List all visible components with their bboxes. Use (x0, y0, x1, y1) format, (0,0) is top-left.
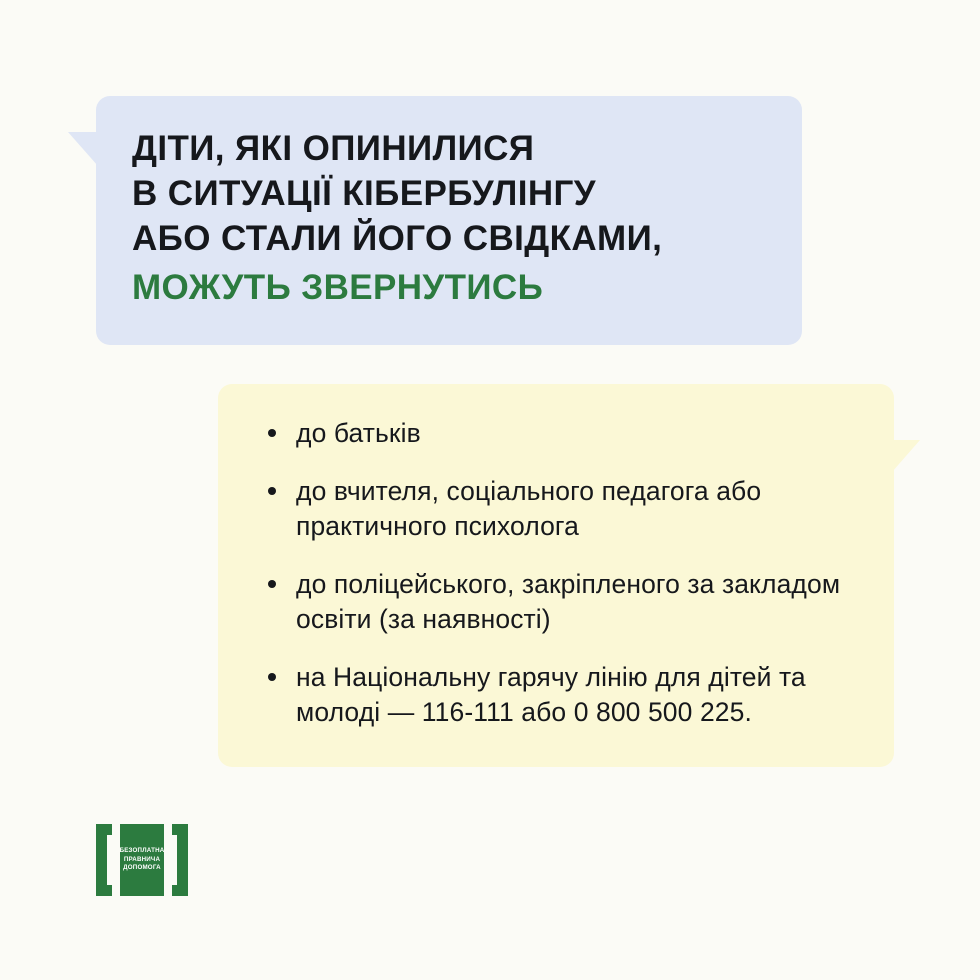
contacts-list (262, 416, 854, 731)
title-card (96, 96, 802, 345)
bezoplatna-pravnycha-dopomoha-logo (96, 824, 188, 896)
list-item (262, 474, 854, 545)
list-item-label: до вчителя, соціального педагога або практичного психолога (296, 475, 762, 541)
list-item (262, 416, 854, 452)
list-item-label: до батьків (296, 418, 421, 448)
bullet-icon (268, 487, 276, 495)
logo-line-2: ПРАВНИЧА (123, 855, 161, 863)
page-title-line-2: В СИТУАЦІЇ КІБЕРБУЛІНГУ (132, 174, 596, 214)
list-item (262, 660, 854, 731)
logo-left-bracket-icon (96, 824, 112, 896)
list-item-label: на Національну гарячу лінію для дітей та молоді — 116-111 або 0 800 500 225. (296, 661, 806, 727)
speech-bubble-tail-icon (68, 132, 98, 166)
page-title-line-1: ДІТИ, ЯКІ ОПИНИЛИСЯ (132, 129, 535, 168)
bullet-icon (268, 673, 276, 681)
page-title-line-3: АБО СТАЛИ ЙОГО СВІДКАМИ, (132, 219, 663, 259)
list-item-label: до поліцейського, закріпленого за закладом освіти (за наявності) (296, 568, 841, 634)
logo-right-bracket-icon (172, 824, 188, 896)
bullet-icon (268, 580, 276, 588)
speech-bubble-tail-icon (892, 440, 920, 472)
list-card (218, 384, 894, 767)
logo-line-3: ДОПОМОГА (123, 864, 161, 872)
logo-line-1: БЕЗОПЛАТНА (119, 846, 165, 854)
logo-text-block (120, 824, 164, 896)
bullet-icon (268, 429, 276, 437)
list-item (262, 567, 854, 638)
page-title-accent-line: МОЖУТЬ ЗВЕРНУТИСЬ (132, 268, 544, 308)
